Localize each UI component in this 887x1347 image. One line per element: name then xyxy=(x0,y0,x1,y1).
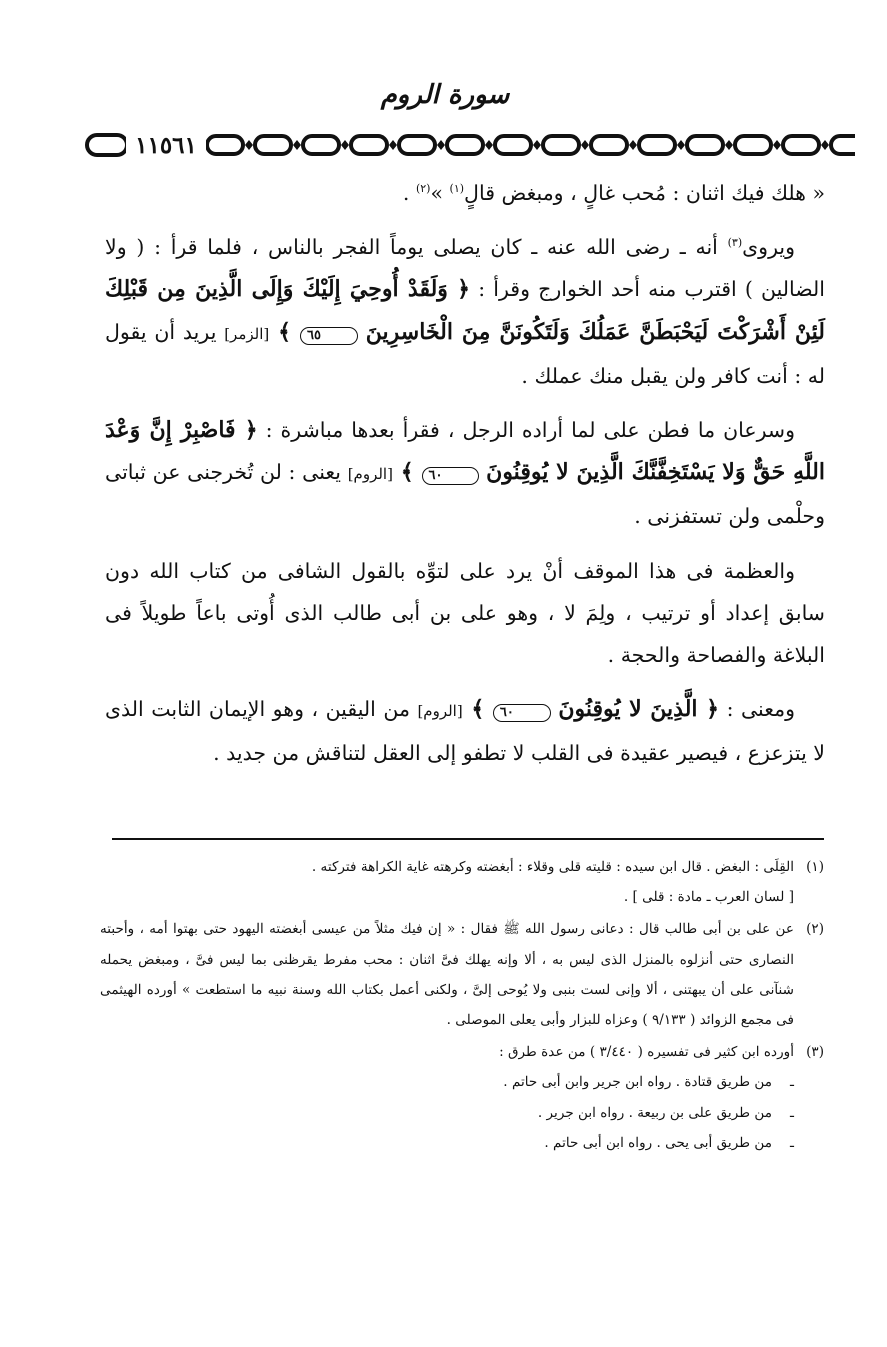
quran-close: ﴾ xyxy=(269,318,301,345)
ayah-number-60: ٦٠ xyxy=(422,467,480,485)
meaning-tail: من اليقين ، وهو الإيمان الثابت الذى لا يتزعزع ، فيصير عقيدة فى القلب لا تطفو إلى العقل لتناقش من جديد . xyxy=(105,697,825,766)
footnote-number: (١) xyxy=(806,859,824,875)
list-item: ـ من طريق على بن ربيعة . رواه ابن جرير . xyxy=(537,1104,794,1121)
page-number: ١١٥٦١ xyxy=(126,132,206,158)
footnote-number: (٢) xyxy=(806,921,824,938)
surah-title: سورة الروم xyxy=(380,80,510,110)
narration-text: أنه ـ رضى الله عنه ـ كان يصلى يوماً الفجر بالناس ، فلما قرأ : ( ولا الضالين ) اقترب منه أحد الخوارج وقرأ : xyxy=(105,235,825,302)
footnote-2 xyxy=(100,914,824,1035)
footnote-ref-3: (٣) xyxy=(727,236,743,250)
ayah-number-65: ٦٥ xyxy=(300,327,358,345)
footnote-number: (٣) xyxy=(806,1044,824,1061)
surah-ref-zumar: [الزمر] xyxy=(224,324,270,343)
response-intro: وسرعان ما فطن على لما أراده الرجل ، فقرأ بعدها مباشرة : xyxy=(257,418,795,443)
narration-intro: ويروى xyxy=(742,235,795,260)
hadith-text: « هلك فيك اثنان : مُحب غالٍ ، ومبغض قالٍ xyxy=(464,181,825,205)
footnotes xyxy=(100,852,824,1160)
paragraph-greatness: والعظمة فى هذا الموقف أنْ يرد على لتوِّه بالقول الشافى من كتاب الله دون سابق إعداد أو ترتيب ، ولِمَ لا ، وهو على بن أبى طالب الذى أُوتى باعاً طويلاً فى البلاغة والفصاحة والحجة . xyxy=(105,558,825,668)
footnote-text: عن على بن أبى طالب قال : دعانى رسول الله ﷺ فقال : « إن فيك مثلاً من عيسى أبغضته اليهود حتى بهتوا أمه ، وأحبته النصارى حتى أنزلوه بالمنزل الذى ليس به ، ألا وإنه يهلك فىَّ اثنان : محب مفرط يقرظنى بما ليس فىَّ ، ومبغض يحمله شنآنى على أن يبهتنى ، ألا وإنى لست بنبى ولا يُوحى إلىَّ ، ولكنى أعمل بكتاب الله وسنة نبيه ما استطعت » أورده الهيثمى فى مجمع الزوائد ( ٩/١٣٣ ) وعزاه للبزار وأبى يعلى الموصلى . xyxy=(100,921,795,1029)
quran-close: ﴾ xyxy=(392,459,422,486)
footnote-divider xyxy=(112,838,824,840)
paragraph-narration xyxy=(105,226,825,397)
paragraph-meaning xyxy=(105,688,825,774)
paragraph-response xyxy=(105,409,825,538)
footnote-1 xyxy=(100,852,824,912)
footnote-ref-2: (٢) xyxy=(415,182,431,196)
footnote-text: أورده ابن كثير فى تفسيره ( ٣/٤٤٠ ) من عدة طرق : xyxy=(499,1044,794,1061)
main-text xyxy=(105,172,825,787)
narration-tail: يريد أن يقول له : أنت كافر ولن يقبل منك عملك . xyxy=(105,319,825,388)
quran-verse-zumar: ﴿ وَلَقَدْ أُوحِيَ إِلَيْكَ وَإِلَى الَّذِينَ مِن قَبْلِكَ لَئِنْ أَشْرَكْتَ لَيَحْبَطَنَّ عَمَلُكَ وَلَتَكُونَنَّ مِنَ الْخَاسِرِينَ xyxy=(105,276,825,345)
ayah-number-60: ٦٠ xyxy=(493,704,551,722)
list-item: ـ من طريق أبى يحى . رواه ابن أبى حاتم . xyxy=(544,1134,794,1151)
response-tail: يعنى : لن تُخرجنى عن ثباتى وحلْمى ولن تستفزنى . xyxy=(105,460,825,529)
hadith-close: » xyxy=(430,181,450,205)
meaning-intro: ومعنى : xyxy=(719,697,796,722)
surah-ref-rum: [الروم] xyxy=(347,465,393,484)
footnote-text: القِلَى : البغض . قال ابن سيده : قليته قلى وقلاء : أبغضته وكرهته غاية الكراهة فتركته . xyxy=(311,859,794,875)
hadith-end: . xyxy=(402,181,416,205)
quran-phrase: ﴿ الَّذِينَ لا يُوقِنُونَ xyxy=(558,696,720,723)
quran-close: ﴾ xyxy=(462,696,493,723)
list-item: ـ من طريق قتادة . رواه ابن جرير وابن أبى حاتم . xyxy=(503,1074,794,1091)
surah-ref-rum: [الروم] xyxy=(417,702,463,721)
footnote-ref-1: (١) xyxy=(449,182,465,196)
footnote-source: [ لسان العرب ـ مادة : قلى ] . xyxy=(623,889,794,906)
quran-verse-rum: ﴿ فَاصْبِرْ إِنَّ وَعْدَ اللَّهِ حَقٌّ وَلا يَسْتَخِفَّنَّكَ الَّذِينَ لا يُوقِنُونَ xyxy=(105,417,825,486)
paragraph-hadith xyxy=(105,172,825,214)
footnote-3 xyxy=(100,1037,824,1158)
